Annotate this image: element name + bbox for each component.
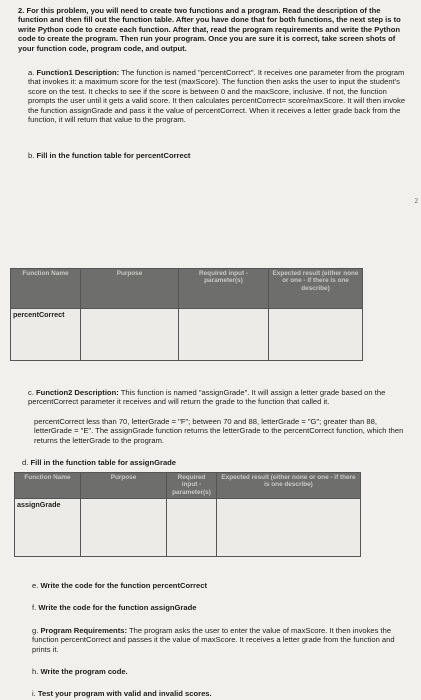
function-table-assigngrade	[14, 472, 361, 557]
item-f: f. Write the code for the function assignGrade	[32, 603, 197, 612]
cell-purpose[interactable]	[81, 499, 167, 557]
item-c: c. Function2 Description: This function is named "assignGrade". It will assign a letter grade based on the percentCorrect parameter it receives and will return the grade to the function that called it.	[28, 388, 386, 407]
problem-intro: 2. For this problem, you will need to create two functions and a program. Read the description of the function and then fill out the function table. After you have done that for both functions, the next step is to write Python code to create each function. After that, read the program requirements and write the Python code to create the program. Then run your program. Once you are sure it is correct, take screen shots of your function code, program code, and output.	[18, 6, 401, 53]
cell-function-name: assignGrade	[15, 499, 81, 557]
item-g: g. Program Requirements: The program asks the user to enter the value of maxScore. It then invokes the function percentCorrect and passes it the value of maxScore. It receives a letter grade from the function and prints it.	[32, 626, 395, 654]
function-table-percentcorrect	[10, 268, 363, 361]
cell-required-input[interactable]	[167, 499, 217, 557]
table-header-row	[11, 269, 363, 309]
col-required-input: Required input - parameter(s)	[179, 269, 269, 309]
item-a: a. Function1 Description: The function is named "percentCorrect". It receives one parameter from the program that invokes it: a maximum score for the test (maxScore). The function then asks the user to input the student's score on the test. It checks to see if the score is between 0 and the maxScore, inclusive. If not, the function prompts the user until it gets a valid score. It then calculates percentCorrect= score/maxScore. It will then invoke the function assignGrade and pass it the value of percentCorrect. When it receives a letter grade back from the function, it will return that value to the program.	[28, 68, 406, 125]
col-function-name: Function Name	[15, 473, 81, 499]
table-row	[15, 499, 361, 557]
col-expected-result: Expected result (either none or one - if there is one describe)	[217, 473, 361, 499]
col-required-input: Required input - parameter(s)	[167, 473, 217, 499]
item-h: h. Write the program code.	[32, 667, 128, 676]
item-d: d. Fill in the function table for assignGrade	[22, 458, 177, 467]
cell-expected-result[interactable]	[269, 309, 363, 361]
cell-required-input[interactable]	[179, 309, 269, 361]
item-i: i. Test your program with valid and invalid scores.	[32, 689, 212, 698]
table-row	[11, 309, 363, 361]
col-purpose: Purpose	[81, 473, 167, 499]
page-number: 2	[414, 197, 418, 205]
cell-function-name: percentCorrect	[11, 309, 81, 361]
col-purpose: Purpose	[81, 269, 179, 309]
item-c-rules: percentCorrect less than 70, letterGrade = "F"; between 70 and 88, letterGrade = "G"; greater than 88, letterGrade = "E". The assignGrade function returns the letterGrade to the percentCorrect function, which then returns the letterGrade to the program.	[34, 417, 404, 445]
cell-expected-result[interactable]	[217, 499, 361, 557]
cell-purpose[interactable]	[81, 309, 179, 361]
col-function-name: Function Name	[11, 269, 81, 309]
col-expected-result: Expected result (either none or one - if there is one describe)	[269, 269, 363, 309]
item-e: e. Write the code for the function percentCorrect	[32, 581, 207, 590]
table-header-row	[15, 473, 361, 499]
item-b: b. Fill in the function table for percentCorrect	[28, 151, 191, 160]
